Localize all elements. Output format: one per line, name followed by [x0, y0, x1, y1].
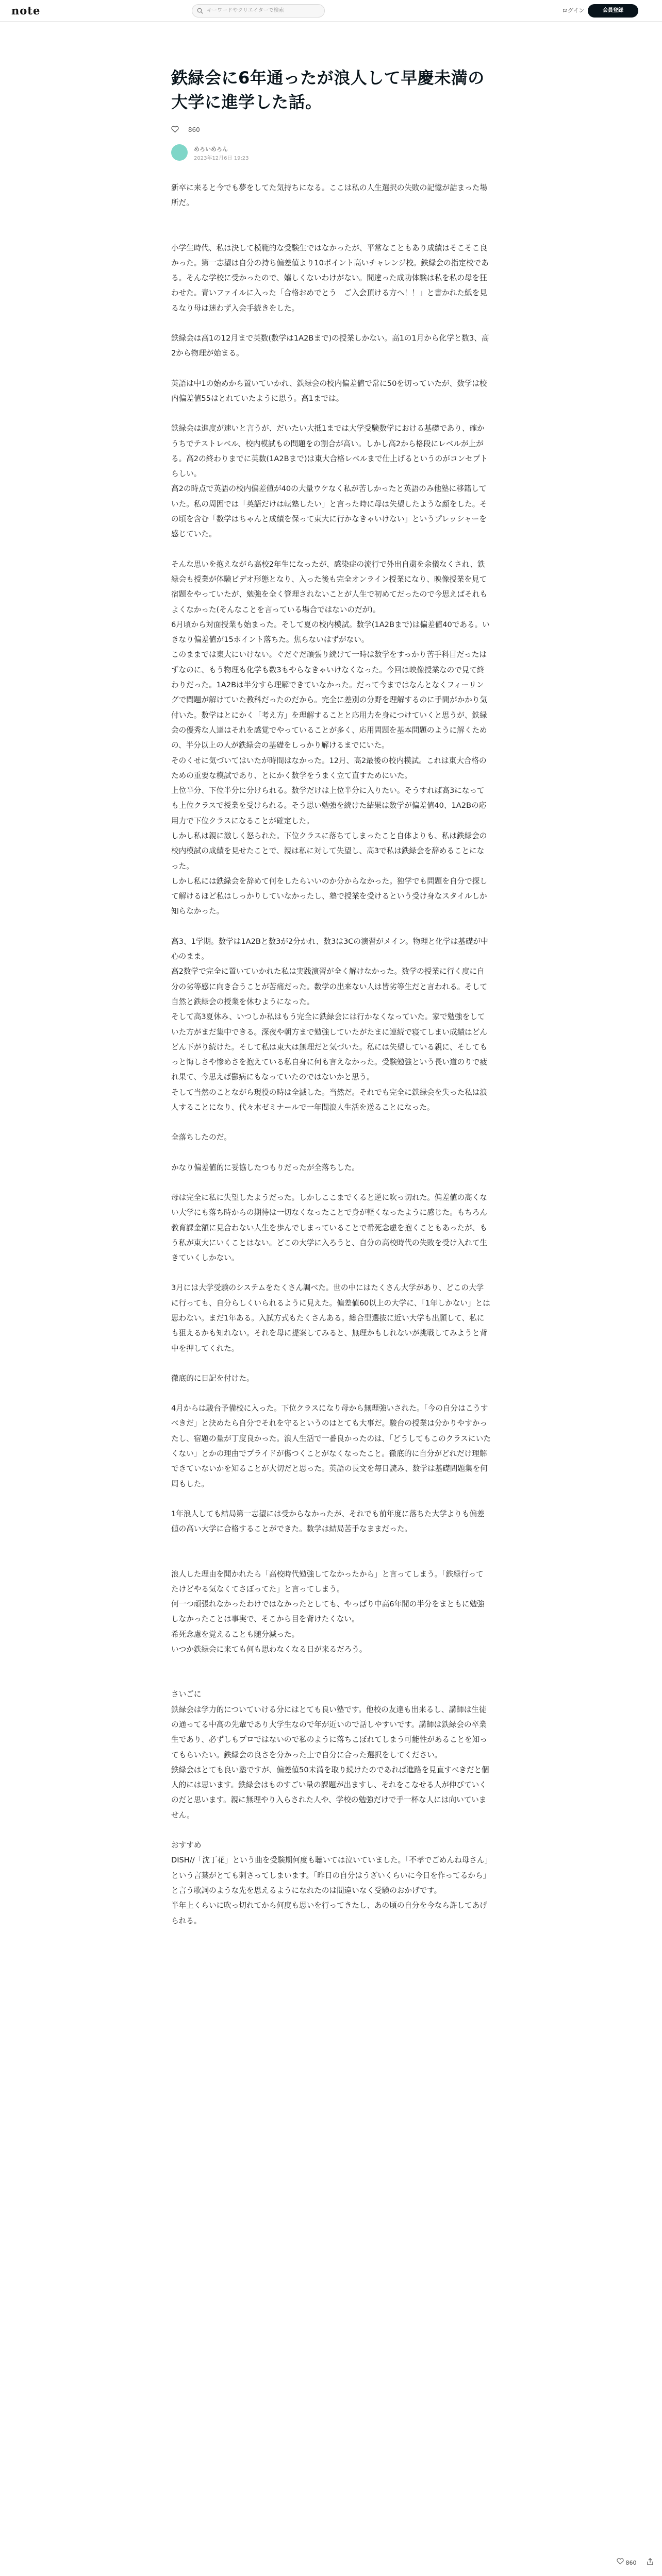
paragraph-spacer	[171, 361, 491, 376]
paragraph: かなり偏差値的に妥協したつもりだったが全落ちした。	[171, 1163, 359, 1172]
like-count: 860	[188, 126, 200, 133]
note-logo[interactable]: note	[11, 4, 41, 17]
paragraph-spacer	[171, 1823, 491, 1838]
paragraph-spacer	[171, 316, 491, 331]
paragraph: 3月には大学受験のシステムをたくさん調べた。世の中にはたくさん大学があり、どこの大学に行っても、自分らしくいられるように見えた。偏差値60以上の大学に、「1年しかない」とは思わない。まだ1年ある。入試方式もたくさんある。総合型選抜に近い大学も出願して、私にも狙えるかも知れない。それを母に提案してみると、無理かもしれないが挑戦してみようと背中を押してくれた。	[171, 1283, 490, 1353]
site-header	[0, 0, 662, 22]
paragraph: 高2数学で完全に置いていかれた私は実践演習が全く解けなかった。数学の授業に行く度に自分の劣等感に向き合うことが苦痛だった。数学の出来ない人は皆劣等生だと言われる。そして自然と鉄緑会の授業を休むようになった。	[171, 967, 487, 1006]
heart-icon	[617, 2558, 624, 2565]
paragraph: 4月からは駿台予備校に入った。下位クラスになり母から無理強いされた。「今の自分はこうすべきだ」と決めたら自分でそれを守るというのはとても大事だ。駿台の授業は分かりやすかったし、宿題の量が丁度良かった。浪人生活で一番良かったのは、「どうしてもこのクラスにいたくない」とかの理由でプライドが傷つくことがなくなったこと。徹底的に自分がどれだけ理解できていないかを知ることが大切だと思った。英語の長文を毎日読み、数学は基礎問題集を何周もした。	[171, 1404, 491, 1488]
paragraph: 徹底的に日記を付けた。	[171, 1374, 254, 1383]
paragraph: 高3、1学期。数学は1A2Bと数3が2分かれ、数3は3Cの演習がメイン。物理と化学は基礎が中心のまま。	[171, 937, 488, 961]
paragraph-spacer	[171, 1657, 491, 1672]
paragraph-spacer	[171, 1356, 491, 1371]
paragraph: そんな思いを抱えながら高校2年生になったが、感染症の流行で外出自粛を余儀なくされ、鉄緑会も授業が体験ビデオ形態となり、入った後も完全オンライン授業になり、映像授業を見て宿題をやっていたが、勉強を全く管理されないことが人生で初めてだったので今思えばそれもよくなかった(そんなことを言っている場合ではないのだが)。	[171, 560, 487, 614]
side-like-button[interactable]	[617, 2558, 637, 2566]
paragraph-spacer	[171, 1265, 491, 1280]
paragraph: しかし私には鉄緑会を辞めて何をしたらいいのか分からなかった。独学でも問題を自分で探して解けるほど私はしっかりしていなかったし、塾で授業を受けるという受け身なスタイルしか知らなかった。	[171, 876, 487, 916]
paragraph: 新卒に来ると今でも夢をしてた気持ちになる。ここは私の人生選択の失敗の記憶が詰まった場所だ。	[171, 183, 487, 208]
heart-icon[interactable]	[171, 126, 179, 133]
paragraph-spacer	[171, 919, 491, 934]
paragraph: いつか鉄緑会に来ても何も思わなくなる日が来るだろう。	[171, 1645, 367, 1654]
paragraph-spacer	[171, 1672, 491, 1687]
search-icon	[197, 8, 203, 14]
paragraph: おすすめ	[171, 1841, 202, 1850]
paragraph-spacer	[171, 542, 491, 557]
paragraph: 1年浪人しても結局第一志望には受からなかったが、それでも前年度に落ちた大学よりも偏差値の高い大学に合格することができた。数学は結局苦手なままだった。	[171, 1509, 485, 1534]
login-link[interactable]: ログイン	[562, 7, 585, 14]
paragraph: 希死念慮を覚えることも随分減った。	[171, 1630, 300, 1639]
search-input[interactable]	[192, 4, 325, 18]
paragraph-spacer	[171, 1492, 491, 1506]
paragraph: しかし私は親に激しく怒られた。下位クラスに落ちてしまったこと自体よりも、私は鉄緑会の校内模試の成績を見せたことで、親は私に対して失望し、高3で私は鉄緑会を辞めることになった。	[171, 831, 487, 871]
paragraph: 高2の時点で英語の校内偏差値が40の大量ウケなく私が苦しかったと英語のみ他塾に移籍していた。私の周囲では「英語だけは転塾したい」と言った時に母は失望したような顔をした。その頃を含む「数学はちゃんと成績を保って東大に行かなきゃいけない」というプレッシャーを感じていた。	[171, 484, 487, 539]
paragraph: 母は完全に私に失望したようだった。しかしここまでくると逆に吹っ切れた。偏差値の高くない大学にも落ち時からの期待は一切なくなったことで身が軽くなったように感じた。もちろん教育課金額に見合わない人生を歩んでしまっていることで希死念慮を抱くこともあったが、もう私が東大にいくことはない。どこの大学に入ろうと、自分の高校時代の失敗を受け入れて生きていくしかない。	[171, 1193, 487, 1263]
paragraph: 小学生時代、私は決して模範的な受験生ではなかったが、平常なこともあり成績はそこそこ良かった。第一志望は自分の持ち偏差値より10ポイント高いチャレンジ校。鉄緑会の指定校である。そんな学校に受かったので、嬉しくないわけがない。間違った成功体験は私を私の母を狂わせた。青いファイルに入った「合格おめでとう ご入会頂ける方へ！！」と書かれた紙を見るなり母は迷わず入会手続きをした。	[171, 243, 489, 313]
paragraph-spacer	[171, 406, 491, 421]
paragraph: 鉄緑会はとても良い塾ですが、偏差値50未満を取り続けたのであれば進路を見直すべきだと個人的には思います。鉄緑会はものすごい量の課題が出ますし、それをこなせる人が伸びていくのだと思います。親に無理やり入らされた人や、学校の勉強だけで手一杯な人には向いていません。	[171, 1765, 489, 1820]
paragraph-spacer	[171, 1115, 491, 1130]
paragraph: このままでは東大にいけない。ぐだぐだ頑張り続けて一時は数学をすっかり苦手科目だったはずなのに、もう物理も化学も数3もやらなきゃいけなくなった。今回は映像授業なので見て終わりだった。1A2Bは半分すら理解できていなかった。だって今まではなんとなくフィーリングで問題が解けていた教科だったのだから。完全に差別の分野を理解するのに手間がかかり気付いた。数学はとにかく「考え方」を理解することと応用力を身につけていくと思うが、鉄緑会の優秀な人達はそれを感覚でやっていることが多く、応用問題を基本問題のように解くための、半分以上の人が鉄緑会の基礎をしっかり解けるまでにいた。	[171, 650, 487, 750]
paragraph-spacer	[171, 211, 491, 226]
register-button[interactable]: 会員登録	[588, 4, 638, 18]
paragraph: そのくせに気づいてはいたが時間はなかった。12月、高2最後の校内模試。これは東大合格のための重要な模試であり、とにかく数学をうまく立て直すためにいた。	[171, 756, 487, 780]
paragraph: そして当然のことながら現役の時は全滅した。当然だ。それでも完全に鉄緑会を失った私は浪人することになり、代々木ゼミナールで一年間浪人生活を送ることになった。	[171, 1088, 487, 1112]
paragraph: 英語は中1の始めから置いていかれ、鉄緑会の校内偏差値で常に50を切っていたが、数学は校内偏差値55はとれていたように思う。高1までは。	[171, 379, 487, 403]
paragraph: 6月頃から対面授業も始まった。そして夏の校内模試。数学(1A2Bまで)は偏差値40である。いきなり偏差値が15ポイント落ちた。焦らないはずがない。	[171, 620, 490, 645]
paragraph-spacer	[171, 1537, 491, 1552]
like-counter[interactable]	[171, 126, 491, 136]
author-info	[171, 144, 491, 162]
paragraph-spacer	[171, 1386, 491, 1401]
paragraph: 鉄緑会は進度が速いと言うが、だいたい大抵1までは大学受験数学における基礎であり、確かうちでテストレベル、校内模試もの問題をの割合が高い。しかし高2から格段にレベルが上がる。高2の終わりまでに英数(1A2Bまで)は東大合格レベルまで仕上げるというのがコンセプトらしい。	[171, 424, 488, 479]
side-like-count: 860	[625, 2560, 637, 2566]
article-title: 鉄緑会に6年通ったが浪人して早慶未満の大学に進学した話。	[171, 68, 485, 112]
paragraph: 上位半分、下位半分に分けられる。数学だけは上位半分に入りたい。そうすれば高3になっても上位クラスで授業を受けられる。そう思い勉強を続けた結果は数学が偏差値40、1A2Bの応用力で下位クラスになることが確定した。	[171, 786, 487, 825]
avatar[interactable]	[171, 144, 188, 161]
paragraph: 半年上くらいに吹っ切れてから何度も思いを行ってきたし、あの頃の自分を今なら許してあげられる。	[171, 1901, 487, 1925]
search-placeholder: キーワードやクリエイターで検索	[207, 8, 284, 13]
article-body	[171, 180, 491, 1928]
article	[171, 66, 491, 1928]
paragraph: 鉄緑会は学力的についていける分にはとても良い塾です。他校の友達も出来るし、講師は生徒の通ってる中高の先輩であり大学生なので年が近いので話しやすいです。講師は鉄緑会の卒業生であり、必ずしもプロではないので私のように落ちこぼれてしまう可能性があることを知ってもらいたい。鉄緑会の良さを分かった上で自分に合った選択をしてください。	[171, 1705, 487, 1759]
publish-date: 2023年12月6日 19:23	[194, 156, 249, 161]
paragraph: DISH//「沈丁花」という曲を受験期何度も聴いては泣いていました。「不孝でごめんね母さん」という言葉がとても刺さってしまいます。「昨日の自分はうざいくらいに今日を作ってるから」と言う歌詞のような先を思えるようになれたのは間違いなく受験のおかげです。	[171, 1856, 491, 1895]
paragraph-spacer	[171, 226, 491, 241]
paragraph: そして高3夏休み、いつしか私はもう完全に鉄緑会には行かなくなっていた。家で勉強をしていた方がまだ集中できる。深夜や朝方まで勉強していたがたまに連続で寝てしまい成績はどんどん下がり続けた。そして私は東大は無理だと気づいた。私には失望している親に、そしてもっと悔しさや惨めさを抱えている私自身に何も言えなかった。受験勉強という長い道のりで疲れ果て、今思えば鬱病にもなっていたのではないかと思う。	[171, 1012, 487, 1082]
paragraph: さいごに	[171, 1690, 202, 1699]
author-name[interactable]: めろいめろん	[194, 146, 228, 152]
share-icon[interactable]	[647, 2558, 654, 2565]
paragraph: 浪人した理由を聞かれたら「高校時代勉強してなかったから」と言ってしまう。「鉄緑行ってたけどやる気なくてさぼってた」と言ってしまう。	[171, 1569, 484, 1594]
paragraph: 全落ちしたのだ。	[171, 1133, 231, 1142]
paragraph-spacer	[171, 1552, 491, 1567]
paragraph: 何一つ頑張れなかったわけではなかったとしても、やっぱり中高6年間の半分をまともに勉強しなかったことは事実で、そこから目を背けたくない。	[171, 1600, 485, 1624]
paragraph-spacer	[171, 1145, 491, 1160]
paragraph-spacer	[171, 1175, 491, 1190]
paragraph: 鉄緑会は高1の12月まで英数(数学は1A2Bまで)の授業しかない。高1の1月から化学と数3、高2から物理が始まる。	[171, 334, 489, 358]
